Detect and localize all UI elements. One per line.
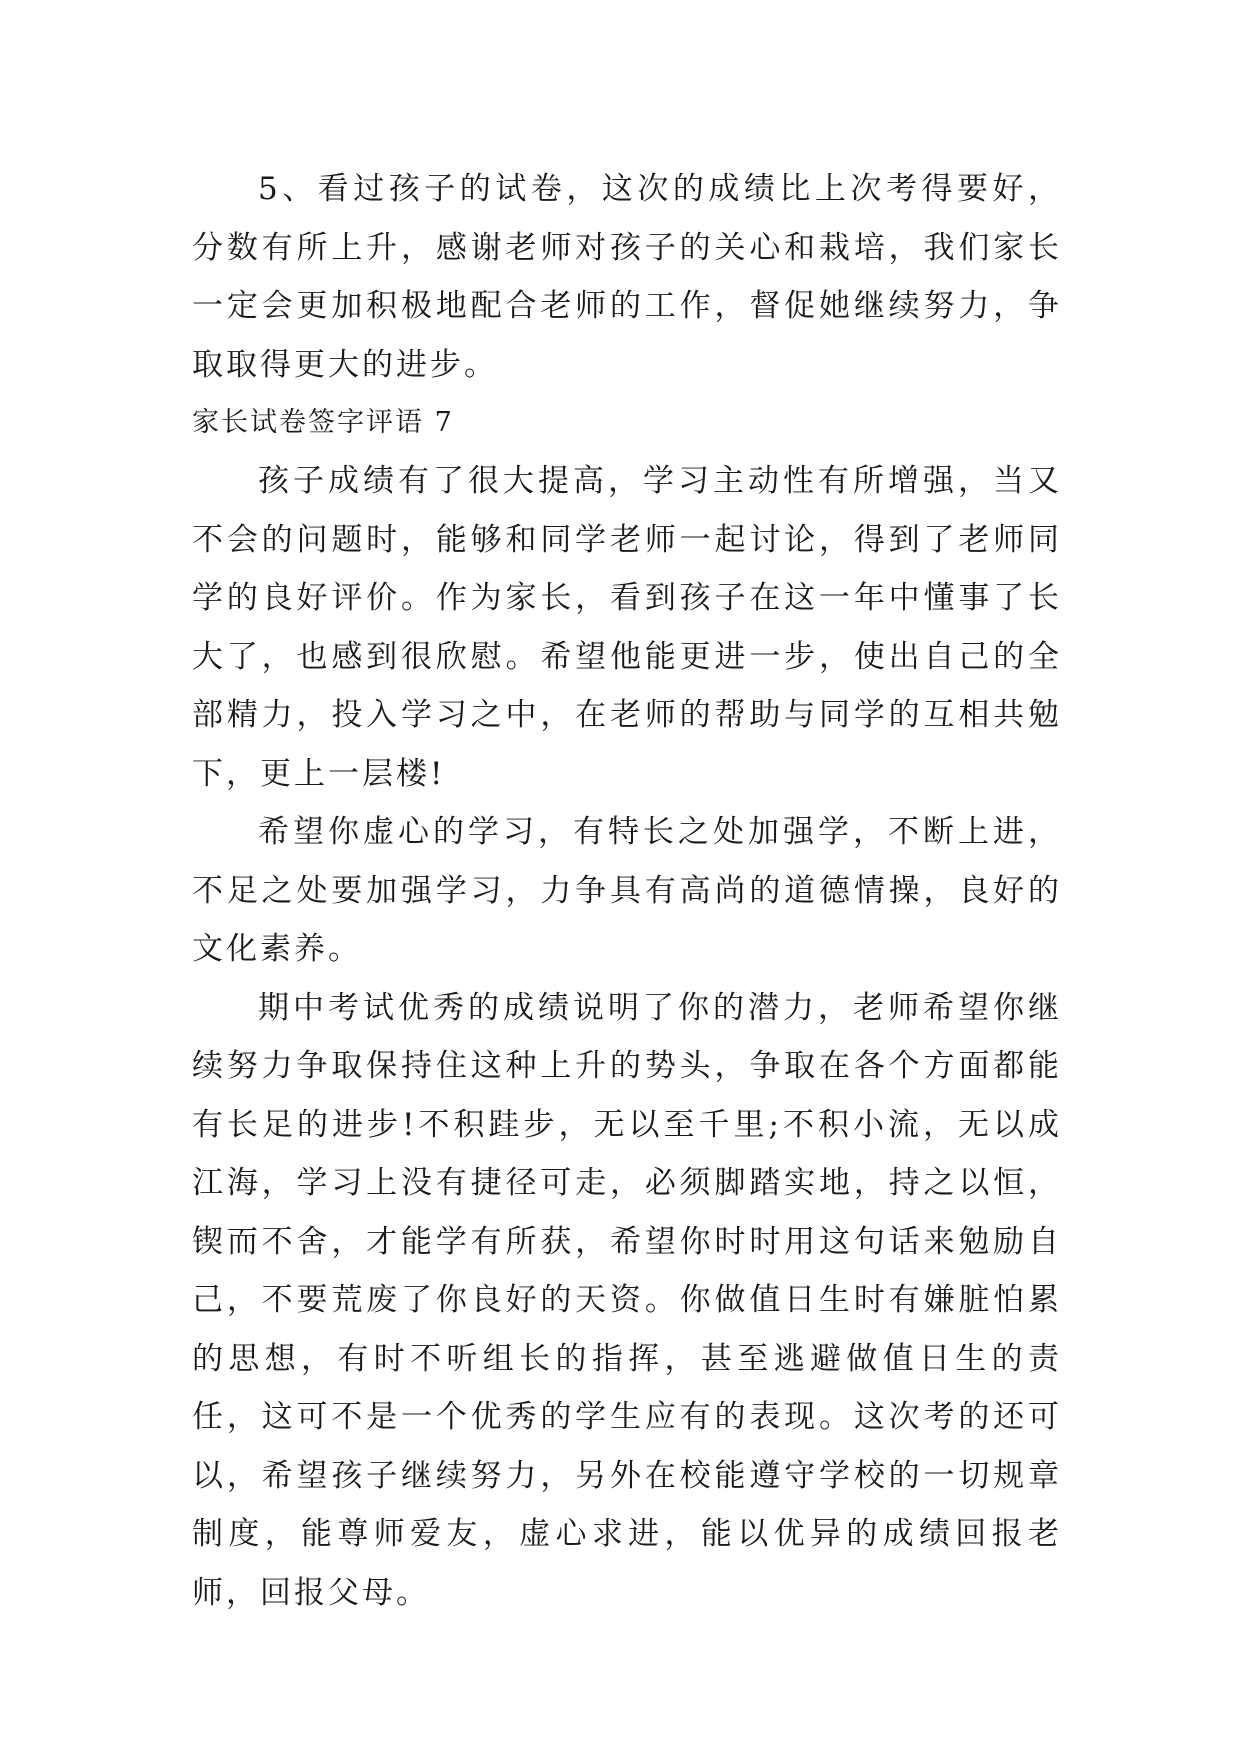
paragraph-parent-comment: 孩子成绩有了很大提高，学习主动性有所增强，当又不会的问题时，能够和同学老师一起讨论，得到了老师同学的良好评价。作为家长，看到孩子在这一年中懂事了长大了，也感到很欣慰。希望他能更进一步，使出自己的全部精力，投入学习之中，在老师的帮助与同学的互相共勉下，更上一层楼! bbox=[192, 463, 1062, 792]
paragraph-midterm-comment: 期中考试优秀的成绩说明了你的潜力，老师希望你继续努力争取保持住这种上升的势头，争取在各个方面都能有长足的进步!不积跬步，无以至千里;不积小流，无以成江海，学习上没有捷径可走，必须脚踏实地，持之以恒，锲而不舍，才能学有所获，希望你时时用这句话来勉励自己，不要荒废了你良好的天资。你做值日生时有嫌脏怕累的思想，有时不听组长的指挥，甚至逃避做值日生的责任，这可不是一个优秀的学生应有的表现。这次考的还可以，希望孩子继续努力，另外在校能遵守学校的一切规章制度，能尊师爱友，虚心求进，能以优异的成绩回报老师，回报父母。 bbox=[192, 989, 1062, 1611]
paragraph-item-5: 5、看过孩子的试卷，这次的成绩比上次考得要好，分数有所上升，感谢老师对孩子的关心和栽培，我们家长一定会更加积极地配合老师的工作，督促她继续努力，争取取得更大的进步。 bbox=[192, 171, 1062, 383]
paragraph-study-hope: 希望你虚心的学习，有特长之处加强学，不断上进，不足之处要加强学习，力争具有高尚的道德情操，良好的文化素养。 bbox=[192, 814, 1062, 967]
document-body bbox=[192, 160, 1062, 1622]
section-heading: 家长试卷签字评语 7 bbox=[192, 407, 454, 438]
